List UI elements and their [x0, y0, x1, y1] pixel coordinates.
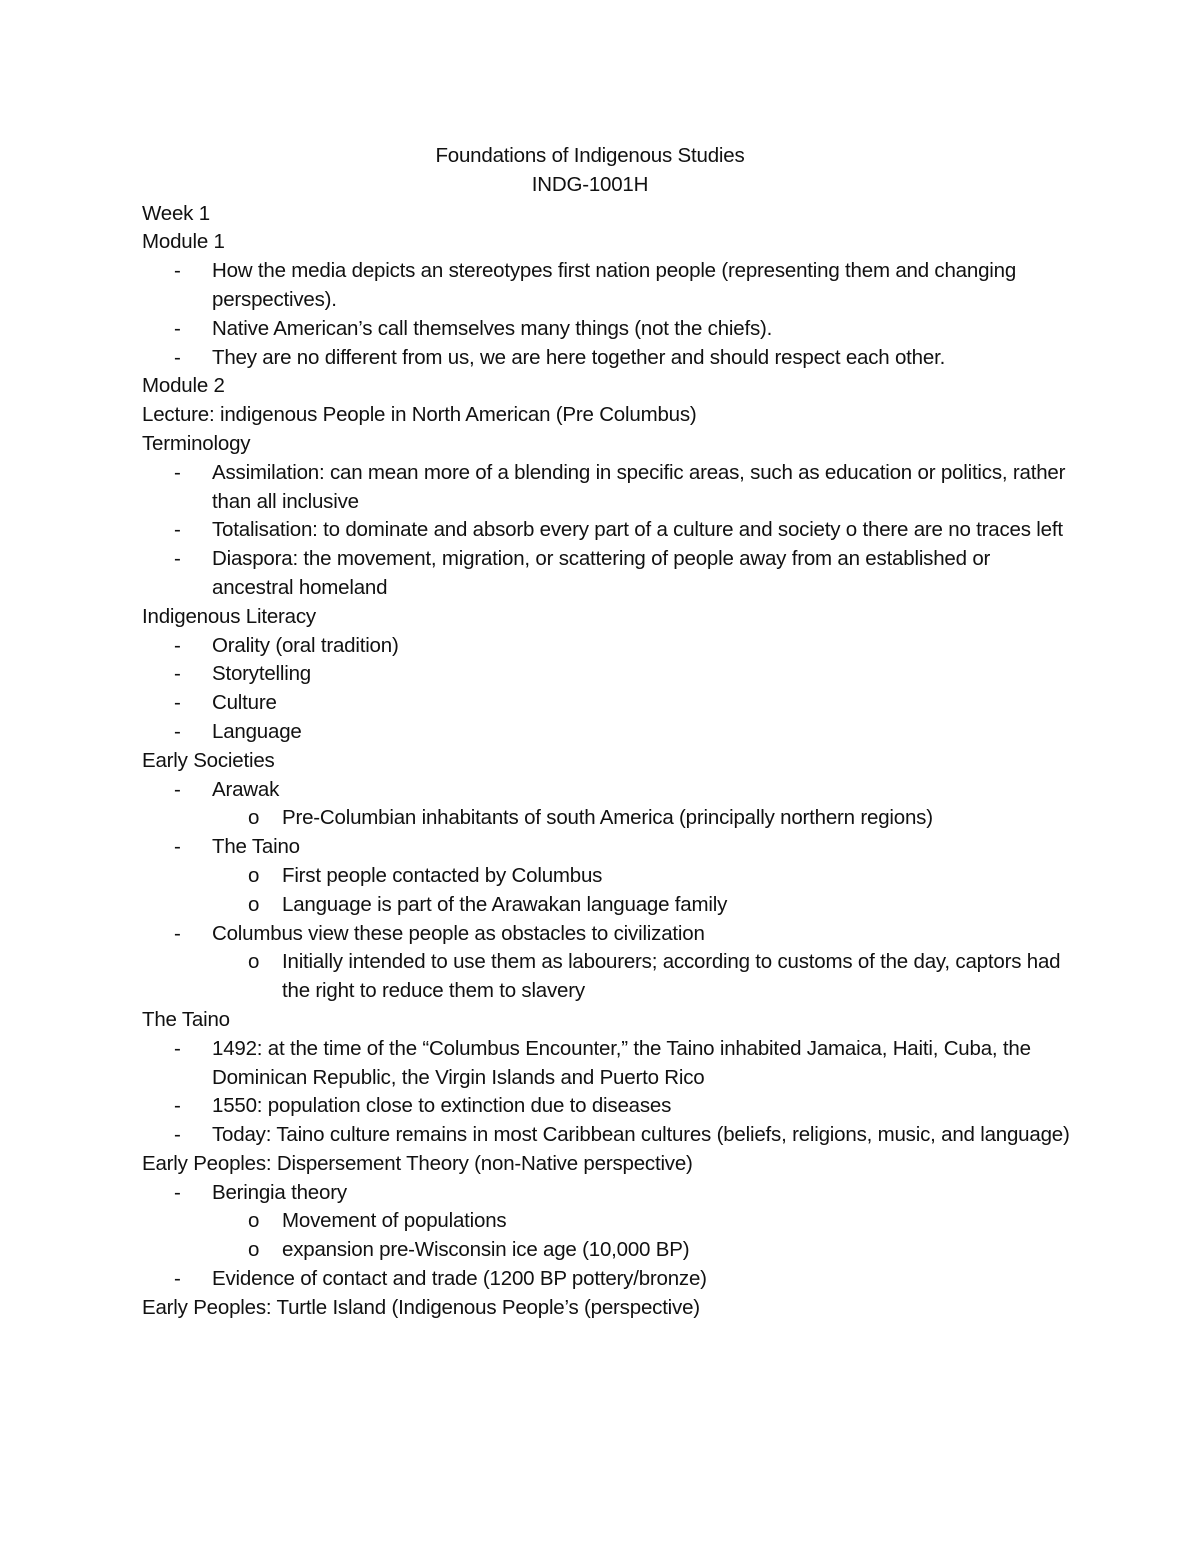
literacy-list [142, 632, 1072, 747]
list-item-text: Totalisation: to dominate and absorb every part of a culture and society o there are no traces left [212, 518, 1063, 542]
dash-marker: - [174, 518, 181, 542]
dash-marker: - [174, 1123, 181, 1147]
list-item [142, 1265, 1072, 1294]
list-item-text: Arawak [212, 777, 280, 801]
list-item [142, 833, 1072, 919]
dash-marker: - [174, 835, 181, 859]
list-item [142, 920, 1072, 1006]
list-item [142, 1035, 1072, 1093]
sub-list-item [212, 891, 1072, 920]
dash-marker: - [174, 547, 181, 571]
module1-list [142, 257, 1072, 372]
circle-marker: o [248, 950, 260, 974]
dash-marker: - [174, 1267, 181, 1291]
dispersement-heading: Early Peoples: Dispersement Theory (non-Native perspective) [142, 1151, 693, 1175]
early-societies-heading: Early Societies [142, 748, 275, 772]
list-item [142, 1121, 1072, 1150]
list-item-text: Native American’s call themselves many things (not the chiefs). [212, 316, 773, 340]
list-item-text: Evidence of contact and trade (1200 BP pottery/bronze) [212, 1267, 707, 1291]
dash-marker: - [174, 1036, 181, 1060]
terminology-list [142, 459, 1072, 603]
list-item [142, 1092, 1072, 1121]
list-item-text: Language [212, 719, 302, 743]
list-item [142, 315, 1072, 344]
dash-marker: - [174, 1094, 181, 1118]
taino-list [142, 1035, 1072, 1150]
list-item-text: Beringia theory [212, 1180, 347, 1204]
circle-marker: o [248, 863, 260, 887]
lecture-heading: Lecture: indigenous People in North American (Pre Columbus) [142, 403, 697, 427]
list-item-text: 1550: population close to extinction due to diseases [212, 1094, 672, 1118]
sub-list-item [212, 1236, 1072, 1265]
dash-marker: - [174, 691, 181, 715]
list-item-text: 1492: at the time of the “Columbus Encounter,” the Taino inhabited Jamaica, Haiti, Cuba, the Dominican Republic, the Virgin Islands and Puerto Rico [212, 1036, 1031, 1089]
list-item-text: The Taino [212, 835, 300, 859]
list-item [142, 1179, 1072, 1265]
dash-marker: - [174, 719, 181, 743]
list-item-text: Storytelling [212, 662, 312, 686]
list-item-text: Culture [212, 691, 277, 715]
dash-marker: - [174, 1180, 181, 1204]
list-item-text: Diaspora: the movement, migration, or scattering of people away from an established or ancestral homeland [212, 547, 991, 599]
list-item-text: They are no different from us, we are here together and should respect each other. [212, 345, 946, 369]
list-item [142, 257, 1072, 315]
list-item [142, 344, 1072, 373]
dash-marker: - [174, 259, 181, 283]
terminology-heading: Terminology [142, 431, 251, 455]
course-code: INDG-1001H [531, 172, 649, 196]
week-heading: Week 1 [142, 201, 210, 225]
sub-list-item [212, 948, 1072, 1006]
dispersement-list [142, 1179, 1072, 1294]
list-item [142, 660, 1072, 689]
circle-marker: o [248, 892, 260, 916]
list-item [142, 459, 1072, 517]
list-item-text: Today: Taino culture remains in most Caribbean cultures (beliefs, religions, music, and language) [212, 1123, 1070, 1147]
sub-list-item-text: Pre-Columbian inhabitants of south America (principally northern regions) [282, 806, 933, 830]
list-item-text: Assimilation: can mean more of a blending in specific areas, such as education or politics, rather than all inclusive [212, 460, 1066, 513]
sub-list [212, 1207, 1072, 1265]
sub-list-item [212, 1207, 1072, 1236]
sub-list-item [212, 862, 1072, 891]
dash-marker: - [174, 316, 181, 340]
sub-list [212, 804, 1072, 833]
module2-heading: Module 2 [142, 374, 225, 398]
list-item [142, 776, 1072, 834]
dash-marker: - [174, 345, 181, 369]
dash-marker: - [174, 921, 181, 945]
list-item [142, 545, 1072, 603]
list-item-text: Columbus view these people as obstacles to civilization [212, 921, 705, 945]
dash-marker: - [174, 662, 181, 686]
dash-marker: - [174, 633, 181, 657]
list-item [142, 689, 1072, 718]
document-body [142, 142, 1072, 1323]
turtle-island-heading: Early Peoples: Turtle Island (Indigenous People’s (perspective) [142, 1295, 700, 1319]
list-item-text: Orality (oral tradition) [212, 633, 399, 657]
sub-list [212, 948, 1072, 1006]
literacy-heading: Indigenous Literacy [142, 604, 316, 628]
circle-marker: o [248, 1209, 260, 1233]
taino-heading: The Taino [142, 1007, 230, 1031]
sub-list-item-text: Movement of populations [282, 1209, 507, 1233]
circle-marker: o [248, 1238, 260, 1262]
list-item [142, 632, 1072, 661]
dash-marker: - [174, 460, 181, 484]
module1-heading: Module 1 [142, 230, 225, 254]
sub-list [212, 862, 1072, 920]
dash-marker: - [174, 777, 181, 801]
early-societies-list [142, 776, 1072, 1006]
sub-list-item-text: expansion pre-Wisconsin ice age (10,000 BP) [282, 1238, 690, 1262]
circle-marker: o [248, 806, 260, 830]
sub-list-item-text: Language is part of the Arawakan language family [282, 892, 728, 916]
sub-list-item [212, 804, 1072, 833]
list-item [142, 516, 1072, 545]
list-item-text: How the media depicts an stereotypes first nation people (representing them and changing perspectives). [212, 259, 1017, 311]
sub-list-item-text: First people contacted by Columbus [282, 863, 603, 887]
sub-list-item-text: Initially intended to use them as labourers; according to customs of the day, captors had the right to reduce them to slavery [282, 950, 1061, 1003]
list-item [142, 718, 1072, 747]
document-title: Foundations of Indigenous Studies [435, 144, 745, 167]
